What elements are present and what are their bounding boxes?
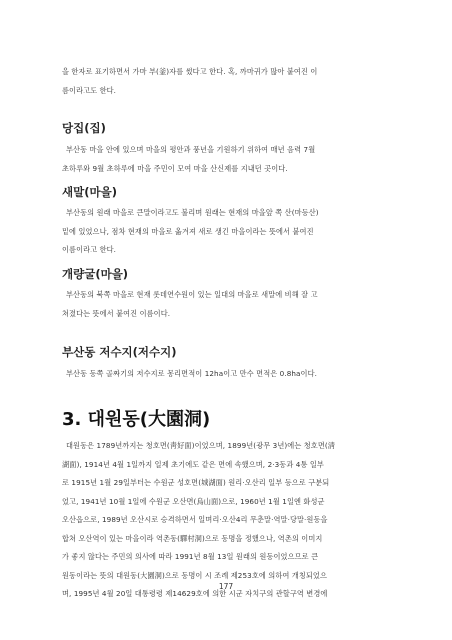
section-heading-saemal: 새말(마을) bbox=[62, 185, 117, 199]
text-line: 이름이라고 한다. bbox=[62, 245, 117, 254]
text-line: 오산읍으로, 1989년 오산시로 승격하면서 일며리·오산4리 무춘말·역말·당말·원동을 bbox=[62, 515, 328, 524]
text-line: 름이라고도 한다. bbox=[62, 85, 117, 95]
text-line: 대원동은 1789년까지는 청호면(靑好面)이었으며, 1899년(광무 3년)에는 청호면(淸 bbox=[66, 441, 336, 450]
text-line: 가 좋지 않다는 주민의 의사에 따라 1991년 8월 13일 원래의 원동이었으므로 큰 bbox=[62, 552, 319, 561]
text-line: 湖面), 1914년 4월 1일까지 일제 초기에도 같은 면에 속했으며, 2·3동과 4통 일부 bbox=[62, 459, 324, 469]
text-line: 밑에 있었으나, 점차 현재의 마을로 옮겨져 새로 생긴 마을이라는 뜻에서 붙여진 bbox=[62, 226, 314, 236]
text-line: 부산동 마을 안에 있으며 마을의 평안과 풍년을 기원하기 위하여 매년 음력 7월 bbox=[66, 145, 316, 154]
text-line: 부산동의 원래 마을로 큰말이라고도 불리며 원래는 현재의 마을앞 쪽 산(마등산) bbox=[66, 208, 319, 217]
text-line: 며, 1995년 4월 20일 대통령령 제14629호에 의한 시군 자치구의 관할구역 변경에 bbox=[62, 589, 328, 598]
section-heading-dangjip: 당집(집) bbox=[62, 121, 106, 135]
text-line: 합쳐 오산역이 있는 마을이라 역촌동(驛村洞)으로 동명을 정했으나, 역촌의 이미지 bbox=[62, 533, 323, 543]
intro-paragraph bbox=[62, 63, 396, 100]
page-number: 177 bbox=[218, 582, 234, 591]
chapter-heading: 3. 대원동(大園洞) bbox=[62, 409, 211, 430]
text-line: 로 1915년 1월 29일부터는 수원군 성호면(城湖面) 원리·오산리 일부 등으로 구분되 bbox=[62, 478, 330, 487]
text-line: 부산동 동쪽 골짜기의 저수지로 몽리면적이 12ha이고 만수 면적은 0.8ha이다. bbox=[66, 369, 318, 378]
text-line: 쳐졌다는 뜻에서 붙여진 이름이다. bbox=[62, 308, 171, 318]
section-heading-gaeyanggul: 개량굴(마을) bbox=[62, 267, 129, 281]
section-heading-reservoir: 부산동 저수지(저수지) bbox=[62, 345, 177, 359]
text-line: 원동이라는 뜻의 대원동(大園洞)으로 동명이 시 조례 제253호에 의하여 개칭되었으 bbox=[62, 570, 328, 580]
reservoir-paragraph bbox=[62, 365, 396, 384]
text-line: 부산동의 북쪽 마을로 현재 롯데연수원이 있는 일대의 마을로 새말에 비해 잘 고 bbox=[66, 290, 318, 299]
text-line: 초하루와 9월 초하루에 마을 주민이 모여 마을 산신제를 지내던 곳이다. bbox=[62, 163, 288, 173]
chapter-paragraph bbox=[62, 437, 396, 604]
text-line: 을 한자로 표기하면서 가마 부(釜)자를 썼다고 한다. 혹, 까마귀가 많아 붙여진 이 bbox=[62, 67, 318, 76]
text-line: 었고, 1941년 10월 1일에 수원군 오산면(烏山面)으로, 1960년 1월 1일엔 화성군 bbox=[62, 496, 325, 506]
dangjip-paragraph bbox=[62, 141, 396, 178]
gaeyanggul-paragraph bbox=[62, 286, 396, 323]
saemal-paragraph bbox=[62, 204, 396, 260]
